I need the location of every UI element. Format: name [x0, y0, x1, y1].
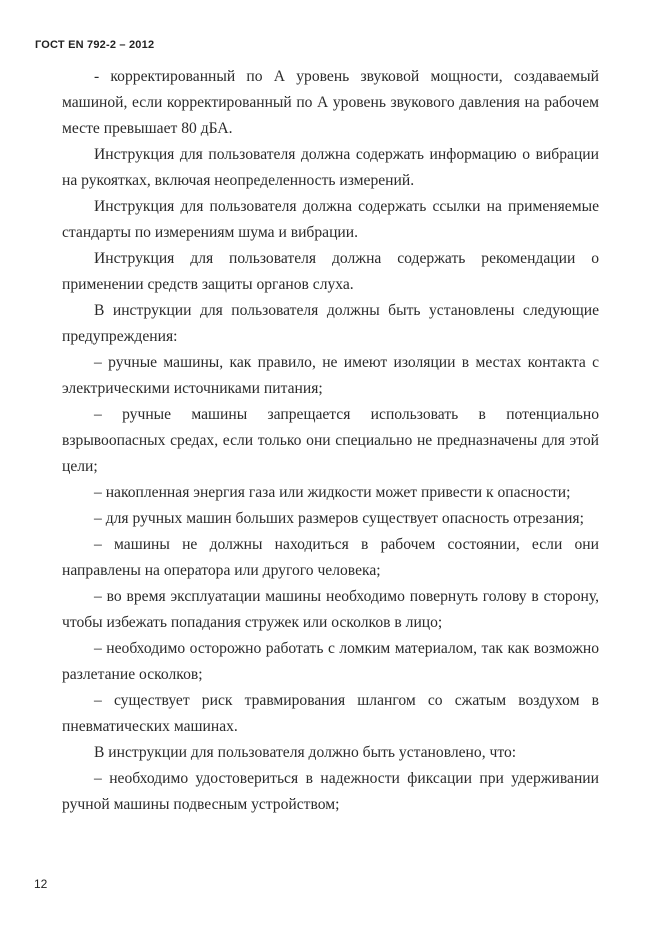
list-item: – существует риск травмирования шлангом со сжатым воздухом в пневматических машинах.: [62, 692, 599, 735]
paragraph: В инструкции для пользователя должно быть установлено, что:: [94, 744, 517, 761]
body-text: [62, 64, 599, 818]
list-item: – ручные машины запрещается использовать в потенциально взрывоопасных средах, если только они специально не предназначены для этой цели;: [62, 406, 599, 475]
paragraph: Инструкция для пользователя должна содержать информацию о вибрации на рукоятках, включая неопределенность измерений.: [62, 146, 599, 189]
list-item: – для ручных машин больших размеров существует опасность отрезания;: [94, 510, 584, 527]
list-item: – необходимо осторожно работать с ломким материалом, так как возможно разлетание осколков;: [62, 640, 599, 683]
page-number: 12: [34, 877, 48, 891]
paragraph: Инструкция для пользователя должна содержать ссылки на применяемые стандарты по измерениям шума и вибрации.: [62, 198, 599, 241]
list-item: – необходимо удостовериться в надежности фиксации при удерживании ручной машины подвесным устройством;: [62, 770, 599, 813]
list-item: – накопленная энергия газа или жидкости может привести к опасности;: [94, 484, 571, 501]
list-item: – ручные машины, как правило, не имеют изоляции в местах контакта с электрическими источниками питания;: [62, 354, 599, 397]
list-item: – машины не должны находиться в рабочем состоянии, если они направлены на оператора или другого человека;: [62, 536, 599, 579]
paragraph: - корректированный по А уровень звуковой мощности, создаваемый машиной, если корректированный по А уровень звукового давления на рабочем месте превышает 80 дБА.: [62, 68, 599, 137]
paragraph: Инструкция для пользователя должна содержать рекомендации о применении средств защиты органов слуха.: [62, 250, 599, 293]
list-item: – во время эксплуатации машины необходимо повернуть голову в сторону, чтобы избежать попадания стружек или осколков в лицо;: [62, 588, 599, 631]
document-header: ГОСТ EN 792-2 – 2012: [35, 39, 155, 51]
paragraph: В инструкции для пользователя должны быть установлены следующие предупреждения:: [62, 302, 599, 345]
